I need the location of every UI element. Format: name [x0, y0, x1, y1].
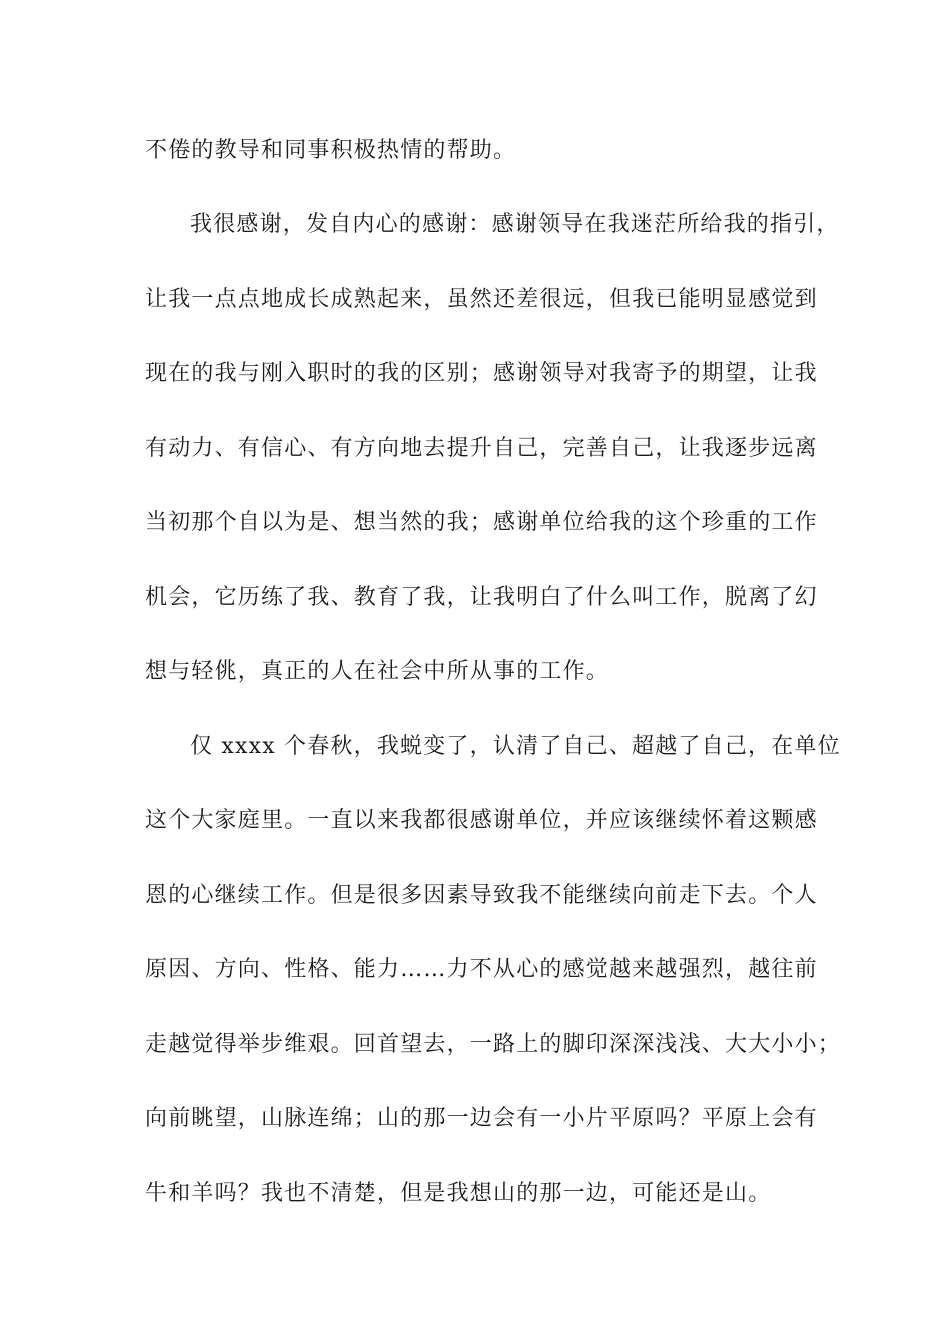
- text-line: 当初那个自以为是、想当然的我；感谢单位给我的这个珍重的工作: [145, 510, 818, 535]
- text-line: 恩的心继续工作。但是很多因素导致我不能继续向前走下去。个人: [145, 883, 818, 908]
- text-line: 我很感谢，发自内心的感谢：感谢领导在我迷茫所给我的指引，: [190, 212, 840, 237]
- text-line: 走越觉得举步维艰。回首望去，一路上的脚印深深浅浅、大大小小；: [145, 1032, 842, 1057]
- text-line: 原因、方向、性格、能力……力不从心的感觉越来越强烈，越往前: [145, 957, 818, 982]
- text-line: 让我一点点地成长成熟起来，虽然还差很远，但我已能明显感觉到: [145, 287, 818, 312]
- text-line: 不倦的教导和同事积极热情的帮助。: [145, 138, 517, 163]
- text-line: 有动力、有信心、有方向地去提升自己，完善自己，让我逐步远离: [145, 436, 818, 461]
- text-line: 想与轻佻，真正的人在社会中所从事的工作。: [145, 659, 610, 684]
- text-line: 向前眺望，山脉连绵；山的那一边会有一小片平原吗？平原上会有: [145, 1106, 818, 1131]
- text-line: 仅 xxxx 个春秋，我蜕变了，认清了自己、超越了自己，在单位: [190, 734, 841, 759]
- text-line: 这个大家庭里。一直以来我都很感谢单位，并应该继续怀着这颗感: [145, 808, 818, 833]
- text-line: 机会，它历练了我、教育了我，让我明白了什么叫工作，脱离了幻: [145, 585, 818, 610]
- text-line: 牛和羊吗？我也不清楚，但是我想山的那一边，可能还是山。: [145, 1181, 772, 1206]
- text-line: 现在的我与刚入职时的我的区别；感谢领导对我寄予的期望，让我: [145, 361, 818, 386]
